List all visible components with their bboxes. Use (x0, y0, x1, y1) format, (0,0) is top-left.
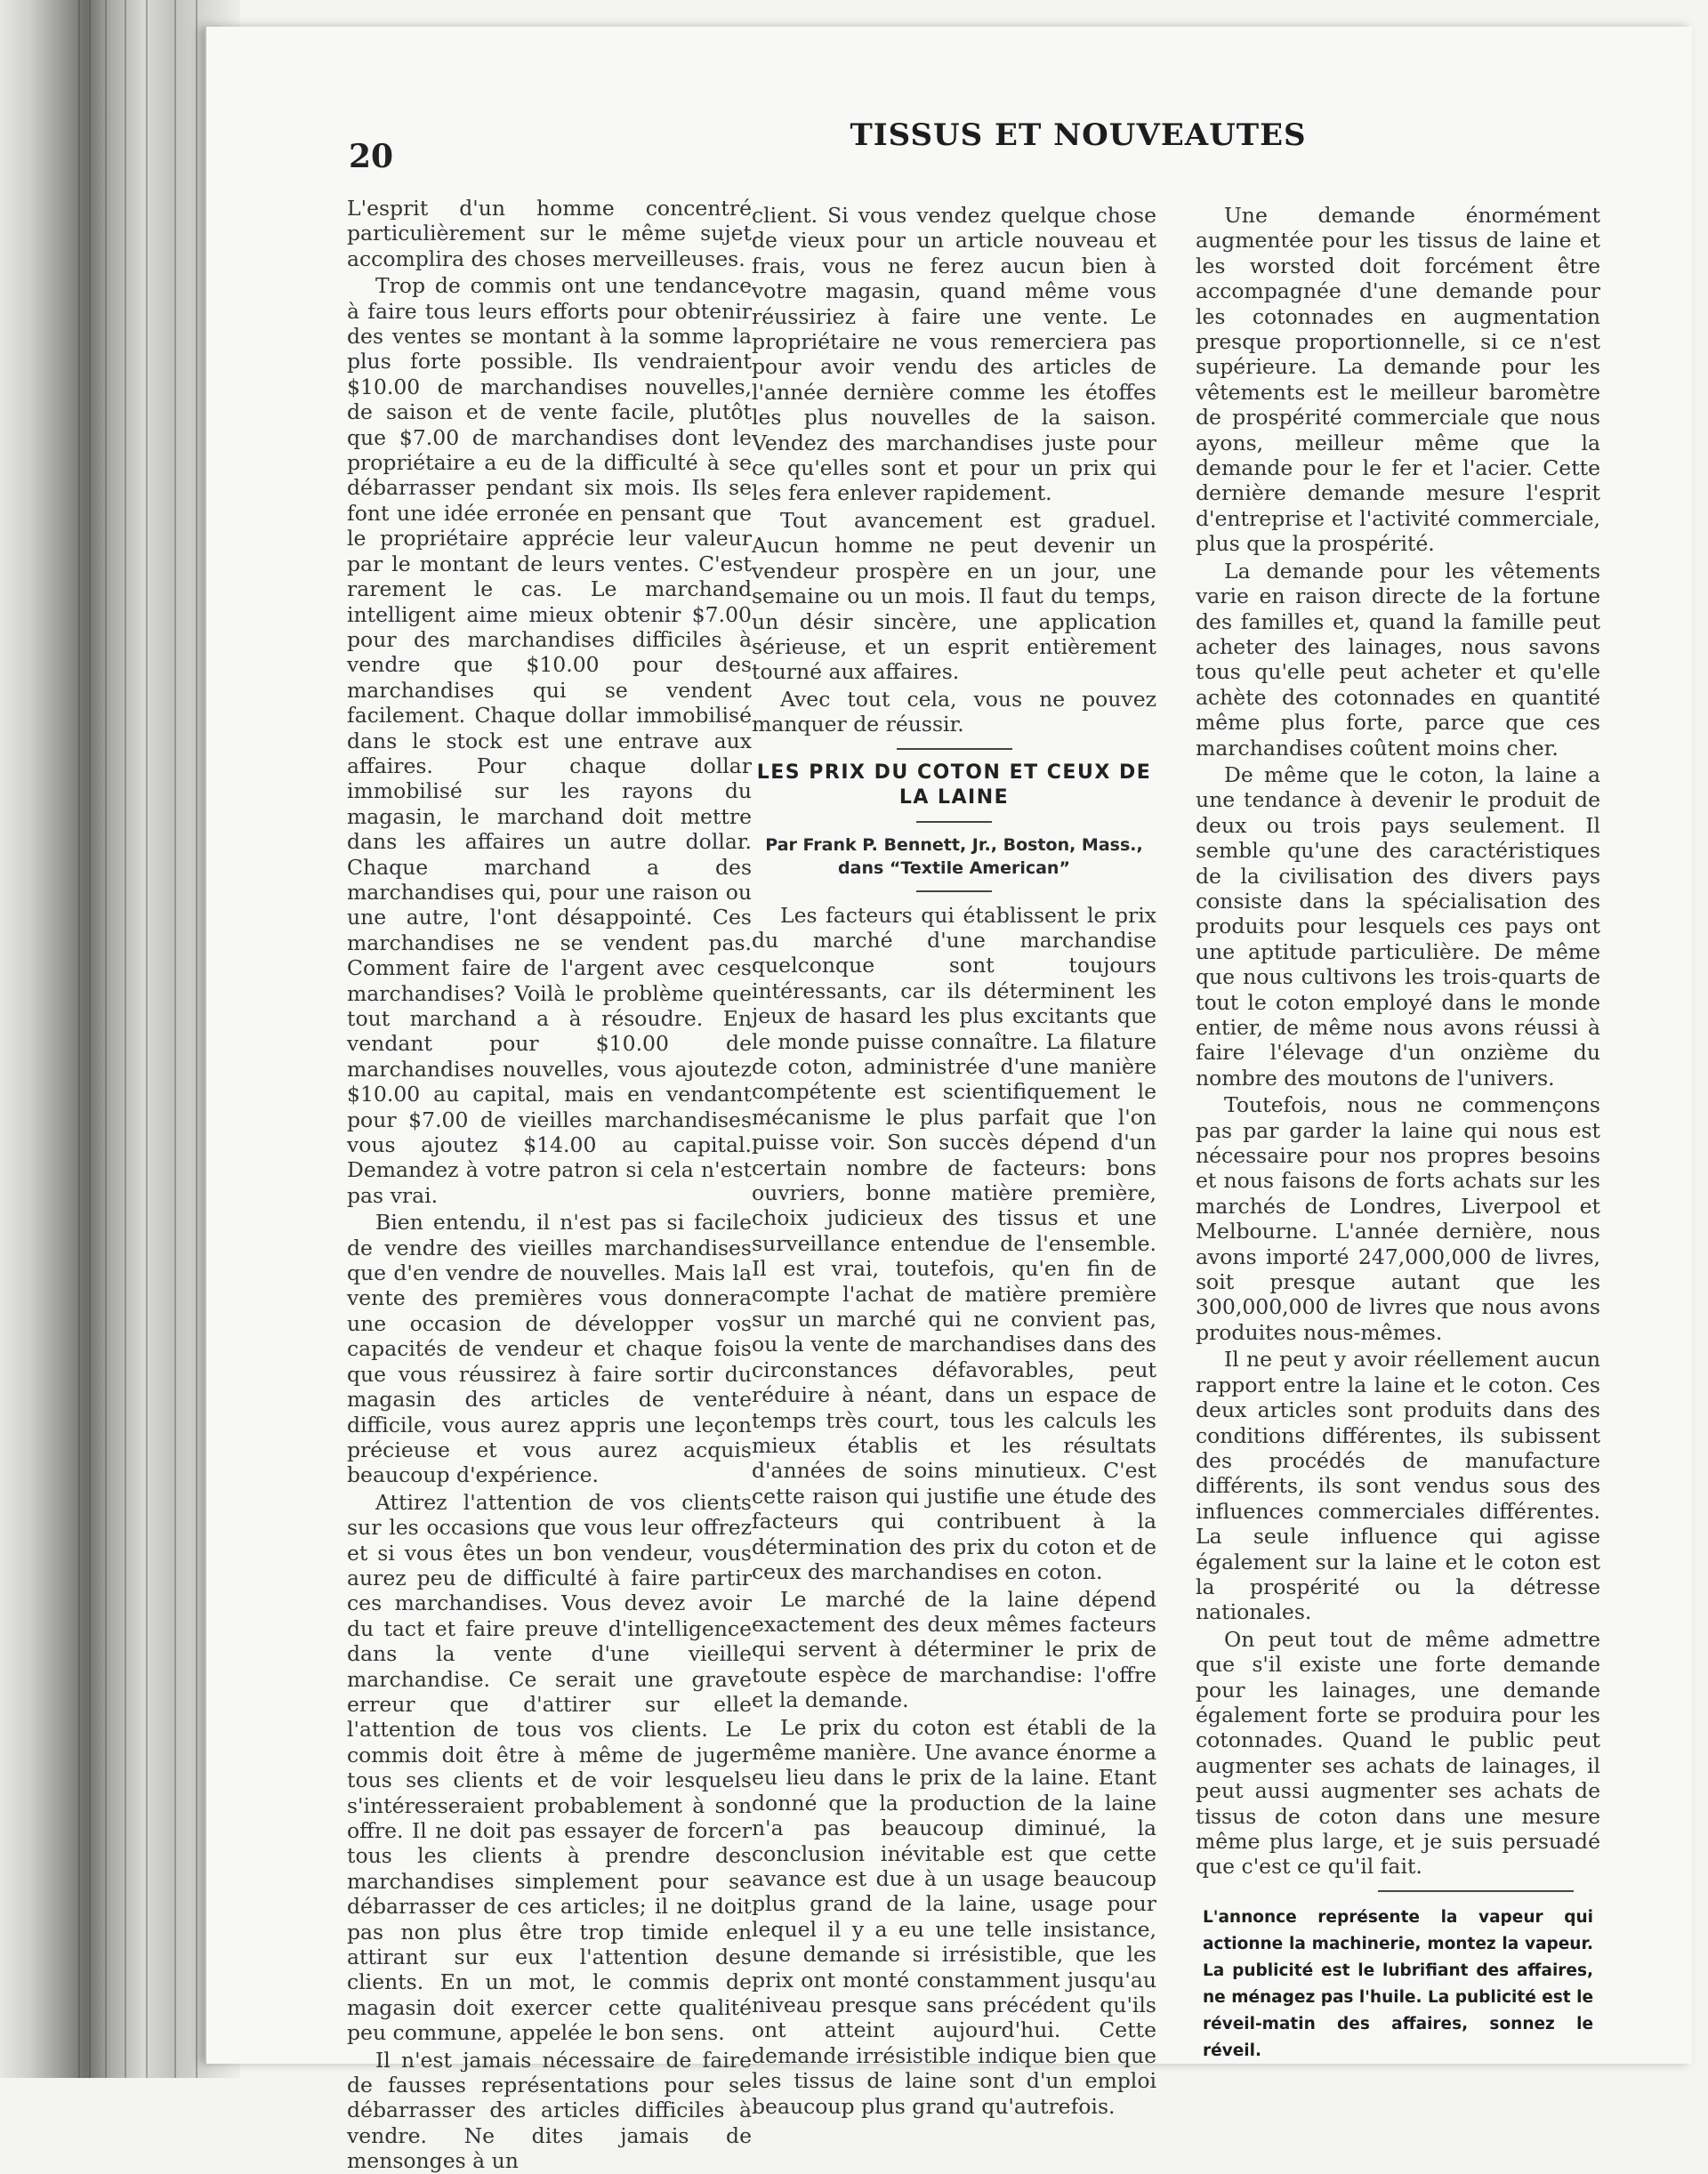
paragraph: Bien entendu, il n'est pas si facile de vendre des vieilles marchandises que d'en vendre de nouvelles. Mais la vente des premières vous donnera une occasion de développer vos capacités de vendeur et chaque fois que vous réussirez à faire sortir du magasin des articles de vente difficile, vous aurez appris une leçon précieuse et vous aurez acquis beaucoup d'expérience. (347, 1210, 752, 1488)
magazine-page (205, 27, 1692, 2174)
running-head-title: TISSUS ET NOUVEAUTES (850, 117, 1307, 153)
paragraph: La demande pour les vêtements varie en raison directe de la fortune des familles et, quand la famille peut acheter des lainages, nous savons tous qu'elle peut acheter et qu'elle achète des cotonnades en quantité même plus forte, parce que ces marchandises coûtent moins cher. (1196, 558, 1600, 761)
article-heading: LES PRIX DU COTON ET CEUX DE LA LAINE (756, 761, 1152, 809)
divider (916, 890, 992, 892)
page-number: 20 (349, 138, 394, 175)
paragraph: Il n'est jamais nécessaire de faire de fausses représentations pour se débarrasser des articles difficiles à vendre. Ne dites jamais de mensonges à un (347, 2047, 752, 2174)
paragraph: Trop de commis ont une tendance à faire tous leurs efforts pour obtenir des ventes se montant à la somme la plus forte possible. Ils vendraient $10.00 de marchandises nouvelles, de saison et de vente facile, plutôt que $7.00 de marchandises dont le propriétaire a eu de la difficulté à se débarrasser pendant six mois. Ils se font une idée erronée en pensant que le propriétaire apprécie leur valeur par le montant de leurs ventes. C'est rarement le cas. Le marchand intelligent aime mieux obtenir $7.00 pour des marchandises difficiles à vendre que $10.00 pour des marchandises qui se vendent facilement. Chaque dollar immobilisé dans le stock est une entrave aux affaires. Pour chaque dollar immobilisé sur les rayons du magasin, le marchand doit mettre dans les affaires un autre dollar. Chaque marchand a des marchandises qui, pour une raison ou une autre, l'ont désappointé. Ces marchandises ne se vendent pas. Comment faire de l'argent avec ces marchandises? Voilà le problème que tout marchand a à résoudre. En vendant pour $10.00 de marchandises nouvelles, vous ajoutez $10.00 au capital, mais en vendant pour $7.00 de vieilles marchandises vous ajoutez $14.00 au capital. Demandez à votre patron si cela n'est pas vrai. (347, 273, 752, 1208)
paragraph: Avec tout cela, vous ne pouvez manquer de réussir. (752, 686, 1156, 737)
paragraph: Une demande énormément augmentée pour les tissus de laine et les worsted doit forcément être accompagnée d'une demande pour les cotonnades en augmentation presque proportionnelle, si ce n'est supérieure. La demande pour les vêtements est le meilleur baromètre de prospérité commerciale que nous ayons, meilleur même que la demande pour le fer et l'acier. Cette dernière demande mesure l'esprit d'entreprise et l'activité commerciale, plus que la prospérité. (1196, 203, 1600, 557)
paragraph: Tout avancement est graduel. Aucun homme ne peut devenir un vendeur prospère en un jour, une semaine ou un mois. Il faut du temps, un désir sincère, une application sérieuse, et un esprit entièrement tourné aux affaires. (752, 507, 1156, 685)
paragraph: Les facteurs qui établissent le prix du marché d'une marchandise quelconque sont toujours intéressants, car ils déterminent les jeux de hasard les plus excitants que le monde puisse connaître. La filature de coton, administrée d'une manière compétente est scientifiquement le mécanisme le plus parfait que l'on puisse voir. Son succès dépend d'un certain nombre de facteurs: bons ouvriers, bonne matière première, choix judicieux des tissus et une surveillance entendue de l'ensemble. Il est vrai, toutefois, qu'en fin de compte l'achat de matière première sur un marché qui ne convient pas, ou la vente de marchandises dans des circonstances défavorables, peut réduire à néant, dans un espace de temps très court, tous les calculs les mieux établis et les résultats d'années de soins minutieux. C'est cette raison qui justifie une étude des facteurs qui contribuent à la détermination des prix du coton et de ceux des marchandises en coton. (752, 902, 1156, 1585)
paragraph: L'esprit d'un homme concentré particulièrement sur le même sujet accomplira des choses merveilleuses. (347, 196, 752, 271)
paragraph: Le marché de la laine dépend exactement des deux mêmes facteurs qui servent à déterminer le prix de toute espèce de marchandise: l'offre et la demande. (752, 1586, 1156, 1713)
paragraph: Le prix du coton est établi de la même manière. Une avance énorme a eu lieu dans le prix de la laine. Etant donné que la production de la laine n'a pas beaucoup diminué, la conclusion inévitable est que cette avance est due à un usage beaucoup plus grand de la laine, usage pour lequel il y a eu une telle insistance, une demande si irrésistible, que les prix ont monté constamment jusqu'au niveau presque sans précédent qu'ils ont atteint aujourd'hui. Cette demande irrésistible indique bien que les tissus de laine sont d'un emploi beaucoup plus grand qu'autrefois. (752, 1714, 1156, 2119)
advertising-notice: L'annonce représente la vapeur qui actionne la machinerie, montez la vapeur. La publicité est le lubrifiant des affaires, ne ménagez pas l'huile. La publicité est le réveil-matin des affaires, sonnez le réveil. (1203, 1907, 1593, 2060)
paragraph: Toutefois, nous ne commençons pas par garder la laine qui nous est nécessaire pour nos propres besoins et nous faisons de forts achats sur les marchés de Londres, Liverpool et Melbourne. L'année dernière, nous avons importé 247,000,000 de livres, soit presque autant que les 300,000,000 de livres que nous avons produites nous-mêmes. (1196, 1092, 1600, 1345)
paragraph: Attirez l'attention de vos clients sur les occasions que vous leur offrez et si vous êtes un bon vendeur, vous aurez peu de difficulté à faire partir ces marchandises. Vous devez avoir du tact et faire preuve d'intelligence dans la vente d'une vieille marchandise. Ce serait une grave erreur que d'attirer sur elle l'attention de tous vos clients. Le commis doit être à même de juger tous ses clients et de voir lesquels s'intéresseraient probablement à son offre. Il ne doit pas essayer de forcer tous les clients à prendre des marchandises simplement pour se débarrasser de ces articles; il ne doit pas non plus être trop timide en attirant sur eux l'attention des clients. En un mot, le commis de magasin doit exercer cette qualité peu commune, appelée le bon sens. (347, 1489, 752, 2046)
text-column-3 (1196, 203, 1600, 2065)
divider (916, 821, 992, 823)
divider (1378, 1890, 1574, 1892)
paragraph: Il ne peut y avoir réellement aucun rapport entre la laine et le coton. Ces deux articles sont produits dans des conditions différentes, ils subissent des procédés de manufacture différents, ils sont vendus sous des influences commerciales différentes. La seule influence qui agisse également sur la laine et le coton est la prospérité ou la détresse nationales. (1196, 1347, 1600, 1625)
text-column-1 (347, 196, 752, 2174)
article-byline: Par Frank P. Bennett, Jr., Boston, Mass., dans “Textile American” (765, 834, 1143, 878)
paragraph: On peut tout de même admettre que s'il existe une forte demande pour les lainages, une demande également forte se produira pour les cotonnades. Quand le public peut augmenter ses achats de lainages, il peut aussi augmenter ses achats de tissus de coton dans une mesure même plus large, et je suis persuadé que c'est ce qu'il fait. (1196, 1626, 1600, 1880)
paragraph: client. Si vous vendez quelque chose de vieux pour un article nouveau et frais, vous ne ferez aucun bien à votre magasin, quand même vous réussiriez à faire une vente. Le propriétaire ne vous remerciera pas pour avoir vendu des articles de l'année dernière comme les étoffes les plus nouvelles de la saison. Vendez des marchandises juste pour ce qu'elles sont et pour un prix qui les fera enlever rapidement. (752, 203, 1156, 506)
text-column-2 (752, 203, 1156, 2119)
paragraph: De même que le coton, la laine a une tendance à devenir le produit de deux ou trois pays seulement. Il semble qu'une des caractéristiques de la civilisation des divers pays consiste dans la spécialisation des produits pour lesquels ces pays ont une aptitude particulière. De même que nous cultivons les trois-quarts de tout le coton employé dans le monde entier, de même nous avons réussi à faire l'élevage d'un onzième du nombre des moutons de l'univers. (1196, 761, 1600, 1091)
divider (897, 748, 1012, 750)
